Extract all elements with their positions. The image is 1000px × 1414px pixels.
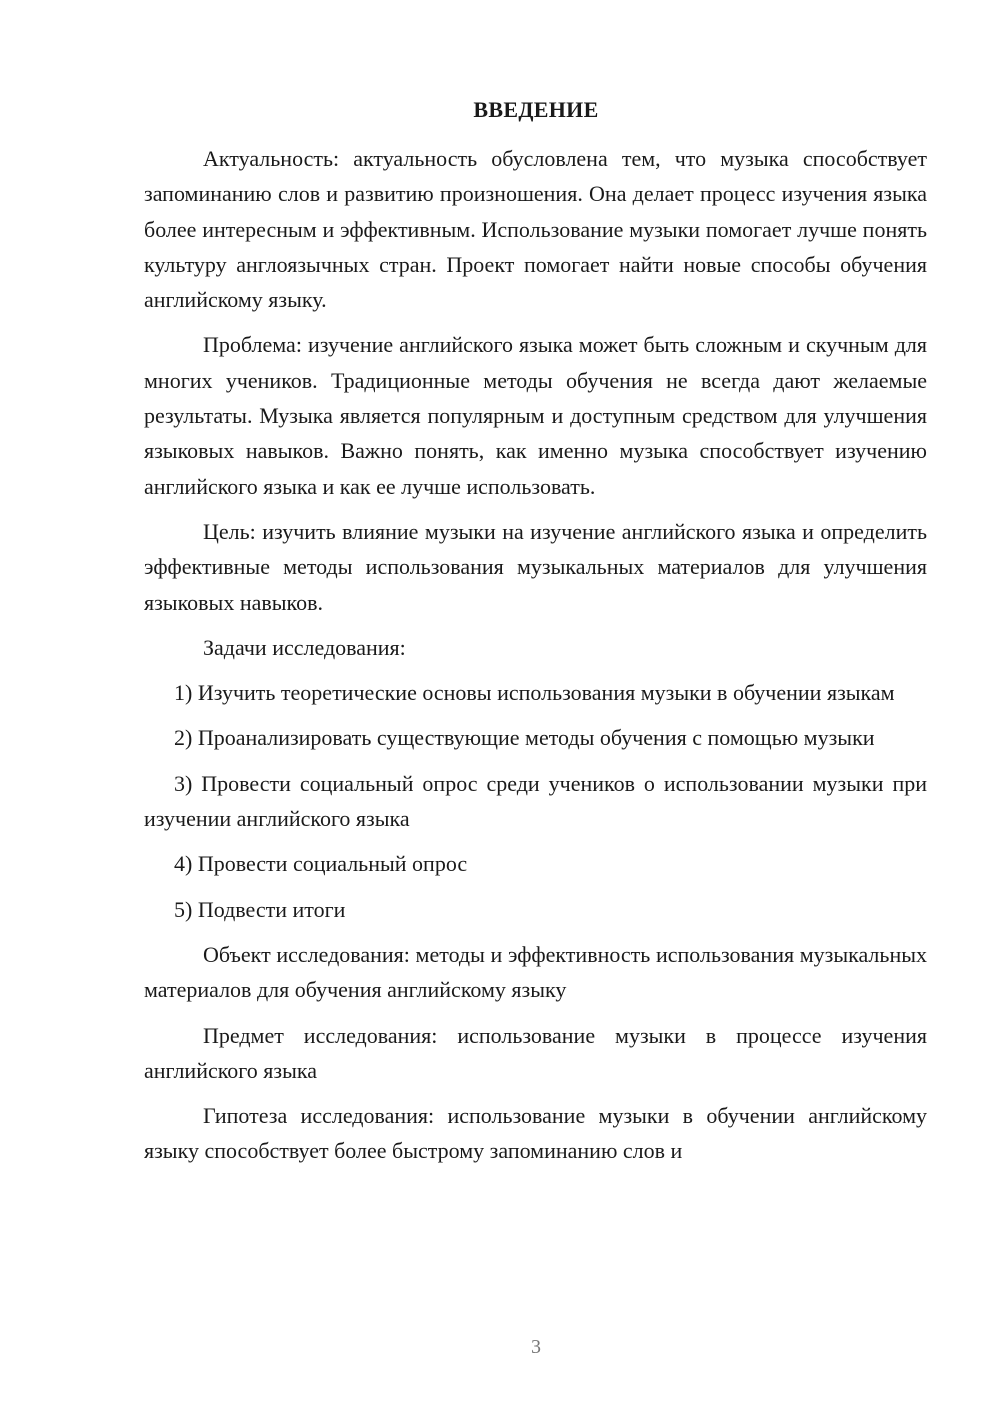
task-item-2: 2) Проанализировать существующие методы обучения с помощью музыки	[174, 725, 875, 751]
section-title: ВВЕДЕНИЕ	[473, 97, 599, 122]
paragraph-object: Объект исследования: методы и эффективность использования музыкальных материалов для обучения английскому языку	[144, 941, 927, 1003]
paragraph-relevance: Актуальность: актуальность обусловлена тем, что музыка способствует запоминанию слов и развитию произношения. Она делает процесс изучения языка более интересным и эффективным. Использование музыки помогает лучше понять культуру англоязычных стран. Проект помогает найти новые способы обучения английскому языку.	[144, 146, 927, 313]
paragraph-tasks-heading: Задачи исследования:	[203, 634, 406, 660]
body-text	[144, 141, 927, 1179]
paragraph-problem: Проблема: изучение английского языка может быть сложным и скучным для многих учеников. Традиционные методы обучения не всегда дают желаемые результаты. Музыка является популярным и доступным средством для улучшения языковых навыков. Важно понять, как именно музыка способствует изучению английского языка и как ее лучше использовать.	[144, 332, 927, 499]
paragraph-goal: Цель: изучить влияние музыки на изучение английского языка и определить эффективные методы использования музыкальных материалов для улучшения языковых навыков.	[144, 518, 927, 615]
page-number: 3	[531, 1336, 541, 1358]
task-item-3: 3) Провести социальный опрос среди учеников о использовании музыки при изучении английского языка	[144, 770, 927, 832]
task-item-5: 5) Подвести итоги	[174, 896, 346, 922]
task-item-4: 4) Провести социальный опрос	[174, 851, 468, 877]
task-item-1: 1) Изучить теоретические основы использования музыки в обучении языкам	[174, 680, 895, 706]
paragraph-subject: Предмет исследования: использование музыки в процессе изучения английского языка	[144, 1022, 927, 1083]
paragraph-hypothesis: Гипотеза исследования: использование музыки в обучении английскому языку способствует более быстрому запоминанию слов и	[144, 1103, 927, 1164]
